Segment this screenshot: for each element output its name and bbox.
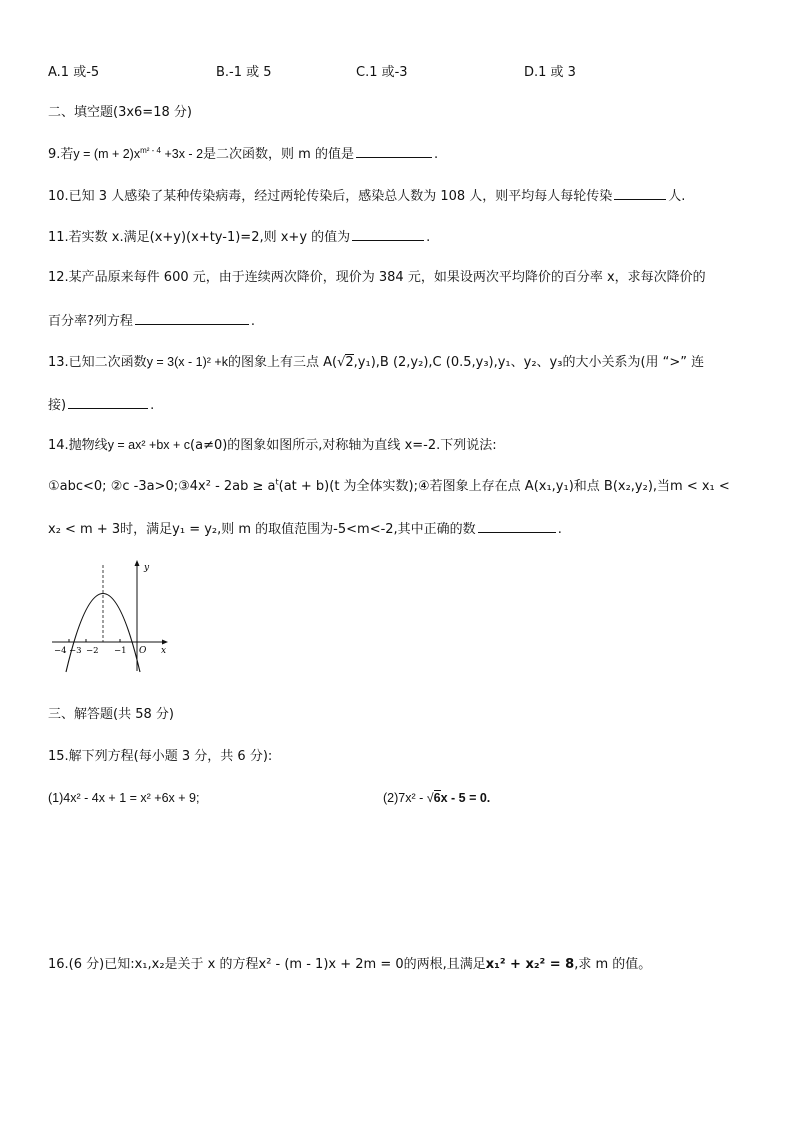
section-solve-title: 三、解答题(共 58 分) [48, 707, 174, 722]
y-axis-arrow [135, 560, 140, 566]
tick-label: −4 [54, 646, 67, 656]
q14-formula: y = ax² +bx + c [107, 438, 191, 452]
question-15-part-2: (2)7x² - √6x - 5 = 0. [383, 791, 491, 805]
question-12-line-1: 12.某产品原来每件 600 元，由于连续两次降价，现价为 384 元，如果设两次平均降价的百分率 x，求每次降价的 [48, 270, 706, 285]
question-14-line-2: ①abc<0; ②c -3a>0;③4x² - $2ab \ge a^t(at + b)(t$ 为全体实数);④若图象上存在点 A(x₁,y₁)和点 B(x₂,y₂),当m < x₁ < [48, 477, 730, 494]
x-axis-arrow [162, 640, 168, 645]
answer-blank[interactable] [356, 144, 432, 158]
q13-formula: y = 3(x - 1)² +k [146, 355, 228, 369]
y-label: y [144, 563, 150, 573]
question-14-line-1: 14.抛物线y = ax² +bx + c(a≠0)的图象如图所示,对称轴为直线 x=-2.下列说法: [48, 438, 497, 453]
question-9: 9.若$y = (m + 2)x^{m^2 - 4} +3x - 2$是二次函数，则 m 的值是 . [48, 145, 439, 162]
question-11: 11.若实数 x.满足(x+y)(x+ty-1)=2,则 x+y 的值为 . [48, 227, 430, 247]
question-13-line-1: 13.已知二次函数y = 3(x - 1)² +k的图象上有三点 A(√2,y₁),B (2,y₂),C (0.5,y₃),y₁、y₂、y₃的大小关系为(用 “>” 连 [48, 355, 705, 370]
answer-blank[interactable] [478, 519, 556, 533]
tick-label: −3 [69, 646, 82, 656]
question-15-title: 15.解下列方程(每小题 3 分，共 6 分): [48, 749, 273, 764]
parabola-graph [48, 557, 174, 677]
origin-label: O [139, 646, 147, 656]
sqrt-icon: √ [337, 355, 346, 370]
answer-blank[interactable] [68, 395, 148, 409]
question-15-part-1: (1)4x² - 4x + 1 = x² +6x + 9; [48, 791, 200, 805]
q9-formula: $y = (m + 2)x^{m^2 - 4} +3x - 2$ [73, 145, 204, 161]
answer-blank[interactable] [352, 227, 424, 241]
question-13-line-2: 接) . [48, 395, 154, 415]
option-a: A.1 或-5 [48, 65, 100, 80]
question-12-line-2: 百分率?列方程 . [48, 311, 255, 331]
answer-blank[interactable] [614, 186, 666, 200]
option-c: C.1 或-3 [356, 65, 408, 80]
x-label: x [161, 646, 167, 656]
section-fill-in-title: 二、填空题(3x6=18 分) [48, 105, 192, 120]
question-10: 10.已知 3 人感染了某种传染病毒，经过两轮传染后，感染总人数为 108 人，则平均每人每轮传染 人. [48, 186, 685, 206]
option-b: B.-1 或 5 [216, 65, 272, 80]
sqrt-icon: √ [426, 791, 434, 805]
question-16: 16.(6 分)已知:x₁,x₂是关于 x 的方程x² - (m - 1)x + 2m = 0的两根,且满足x₁² + x₂² = 8,求 m 的值。 [48, 957, 652, 972]
option-d: D.1 或 3 [524, 65, 576, 80]
question-14-line-3: x₂ < m + 3时，满足y₁ = y₂,则 m 的取值范围为-5<m<-2,其中正确的数 . [48, 519, 562, 539]
tick-label: −2 [86, 646, 99, 656]
answer-blank[interactable] [135, 311, 249, 325]
tick-label: −1 [114, 646, 127, 656]
